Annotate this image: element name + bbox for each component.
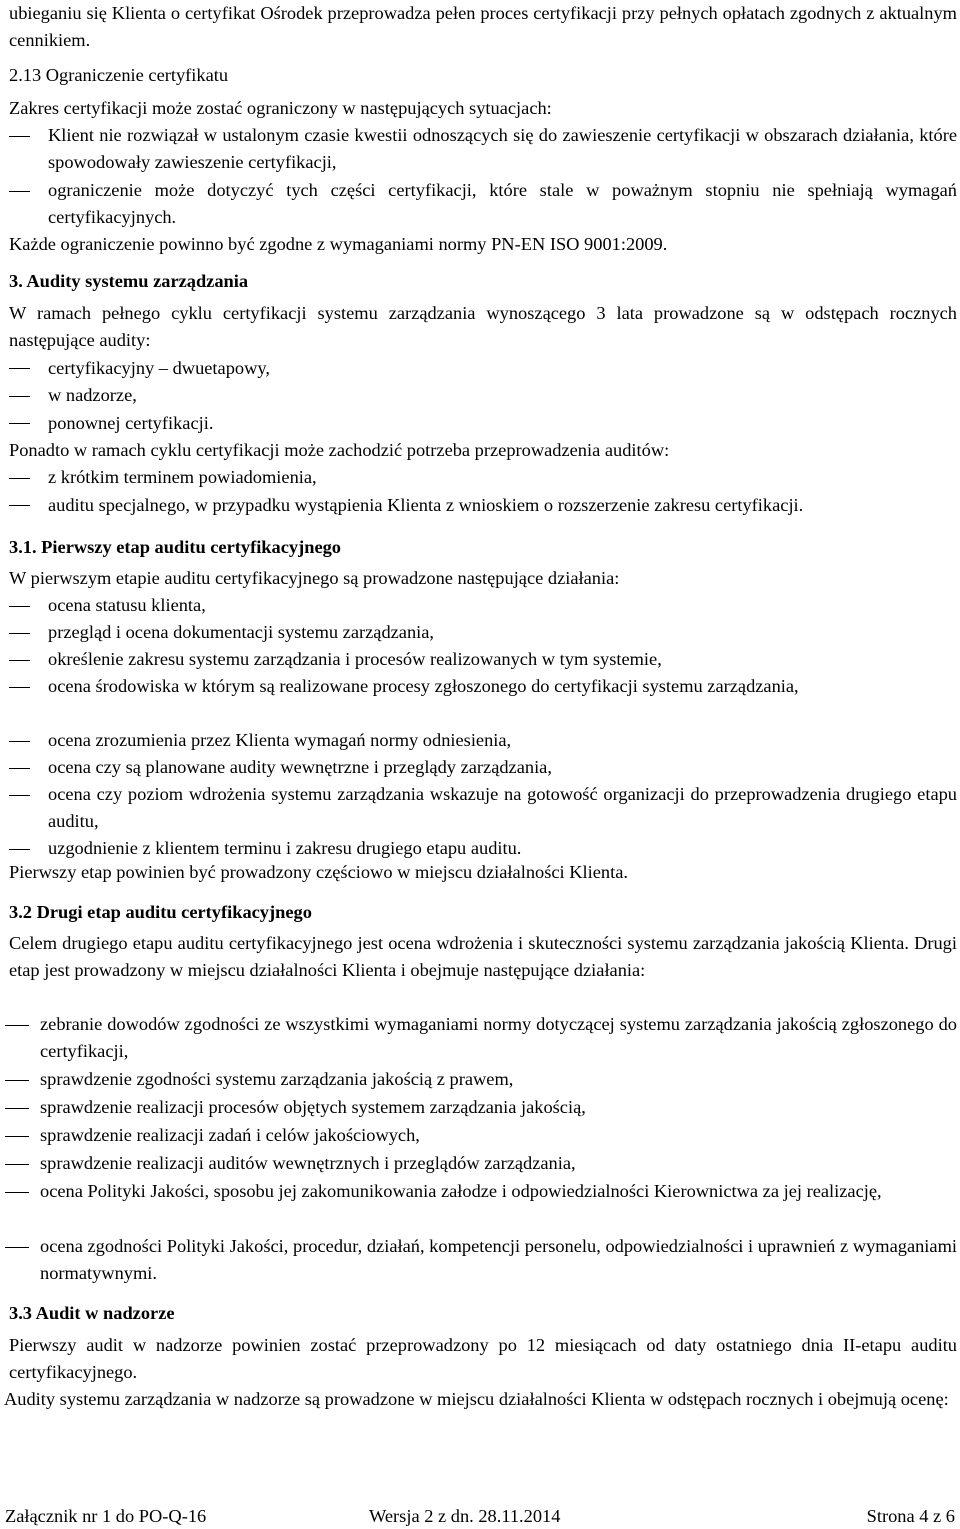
section-3-1-closing: Pierwszy etap powinien być prowadzony częściowo w miejscu działalności Klienta.	[9, 862, 628, 882]
bullet-dash	[5, 1108, 29, 1109]
bullet-dash	[9, 741, 30, 742]
bullet-dash	[9, 423, 30, 424]
footer-attachment: Załącznik nr 1 do PO-Q-16	[5, 1506, 207, 1526]
section-3-3-paragraph-1: Pierwszy audit w nadzorze powinien zostać przeprowadzony po 12 miesiącach od daty ostatniego dnia II-etapu auditu certyfikacyjnego.	[9, 1335, 957, 1383]
section-2-13-closing: Każde ograniczenie powinno być zgodne z wymaganiami normy PN-EN ISO 9001:2009.	[9, 234, 668, 254]
list-item: auditu specjalnego, w przypadku wystąpienia Klienta z wnioskiem o rozszerzenie zakresu certyfikacji.	[48, 495, 804, 515]
list-item: ocena Polityki Jakości, sposobu jej zakomunikowania załodze i odpowiedzialności Kierownictwa za jej realizację,	[40, 1181, 882, 1201]
section-3-3-paragraph-2: Audity systemu zarządzania w nadzorze są prowadzone w miejscu działalności Klienta w odstępach rocznych i obejmują ocenę:	[4, 1389, 949, 1409]
bullet-dash	[9, 795, 30, 796]
bullet-dash	[9, 849, 30, 850]
list-item: sprawdzenie realizacji auditów wewnętrznych i przeglądów zarządzania,	[40, 1153, 576, 1173]
list-item: ograniczenie może dotyczyć tych części certyfikacji, które stale w poważnym stopniu nie spełniają wymagań certyfikacyjnych.	[48, 180, 957, 228]
section-3-2-heading: 3.2 Drugi etap auditu certyfikacyjnego	[9, 902, 312, 922]
bullet-dash	[5, 1025, 29, 1026]
list-item: w nadzorze,	[48, 385, 137, 405]
section-2-13-heading: 2.13 Ograniczenie certyfikatu	[9, 65, 229, 85]
list-item: uzgodnienie z klientem terminu i zakresu drugiego etapu auditu.	[48, 838, 522, 858]
bullet-dash	[9, 368, 30, 369]
list-item: ponownej certyfikacji.	[48, 413, 214, 433]
bullet-dash	[9, 660, 30, 661]
bullet-dash	[5, 1136, 29, 1137]
bullet-dash	[9, 768, 30, 769]
bullet-dash	[5, 1080, 29, 1081]
footer-page-number: Strona 4 z 6	[866, 1506, 955, 1526]
section-3-3-heading: 3.3 Audit w nadzorze	[9, 1303, 175, 1323]
bullet-dash	[9, 136, 30, 137]
section-3-2-lead: Celem drugiego etapu auditu certyfikacyjnego jest ocena wdrożenia i skuteczności systemu zarządzania jakością Klienta. Drugi etap jest prowadzony w miejscu działalności Klienta i obejmuje następujące działania:	[9, 933, 957, 981]
list-item: ocena czy poziom wdrożenia systemu zarządzania wskazuje na gotowość organizacji do przeprowadzenia drugiego etapu auditu,	[48, 784, 957, 832]
list-item: przegląd i ocena dokumentacji systemu zarządzania,	[48, 622, 435, 642]
bullet-dash	[9, 633, 30, 634]
list-item: sprawdzenie zgodności systemu zarządzania jakością z prawem,	[40, 1069, 514, 1089]
bullet-dash	[9, 505, 30, 506]
bullet-dash	[5, 1247, 29, 1248]
list-item: certyfikacyjny – dwuetapowy,	[48, 358, 270, 378]
bullet-dash	[9, 191, 30, 192]
bullet-dash	[9, 396, 30, 397]
list-item: ocena czy są planowane audity wewnętrzne i przeglądy zarządzania,	[48, 757, 552, 777]
section-2-13-lead: Zakres certyfikacji może zostać ograniczony w następujących sytuacjach:	[9, 98, 552, 118]
list-item: ocena zrozumienia przez Klienta wymagań normy odniesienia,	[48, 730, 512, 750]
list-item: z krótkim terminem powiadomienia,	[48, 467, 317, 487]
list-item: sprawdzenie realizacji zadań i celów jakościowych,	[40, 1125, 420, 1145]
list-item: ocena zgodności Polityki Jakości, procedur, działań, kompetencji personelu, odpowiedzialności i uprawnień z wymaganiami normatywnymi.	[40, 1236, 957, 1284]
list-item: ocena środowiska w którym są realizowane procesy zgłoszonego do certyfikacji systemu zarządzania,	[48, 676, 799, 696]
list-item: ocena statusu klienta,	[48, 595, 206, 615]
section-3-lead2: Ponadto w ramach cyklu certyfikacji może zachodzić potrzeba przeprowadzenia auditów:	[9, 440, 670, 460]
section-3-1-heading: 3.1. Pierwszy etap auditu certyfikacyjnego	[9, 537, 341, 557]
intro-paragraph: ubieganiu się Klienta o certyfikat Ośrodek przeprowadza pełen proces certyfikacji przy pełnych opłatach zgodnych z aktualnym cennikiem.	[9, 3, 957, 51]
list-item: zebranie dowodów zgodności ze wszystkimi wymaganiami normy dotyczącej systemu zarządzania jakością zgłoszonego do certyfikacji,	[40, 1014, 957, 1062]
bullet-dash	[9, 478, 30, 479]
bullet-dash	[9, 606, 30, 607]
list-item: sprawdzenie realizacji procesów objętych systemem zarządzania jakością,	[40, 1097, 586, 1117]
footer-version: Wersja 2 z dn. 28.11.2014	[369, 1506, 561, 1526]
section-3-lead: W ramach pełnego cyklu certyfikacji systemu zarządzania wynoszącego 3 lata prowadzone są w odstępach rocznych następujące audity:	[9, 303, 957, 351]
section-3-heading: 3. Audity systemu zarządzania	[9, 271, 249, 291]
list-item: określenie zakresu systemu zarządzania i procesów realizowanych w tym systemie,	[48, 649, 662, 669]
list-item: Klient nie rozwiązał w ustalonym czasie kwestii odnoszących się do zawieszenie certyfikacji w obszarach działania, które spowodowały zawieszenie certyfikacji,	[48, 125, 957, 173]
bullet-dash	[5, 1192, 29, 1193]
bullet-dash	[5, 1164, 29, 1165]
section-3-1-lead: W pierwszym etapie auditu certyfikacyjnego są prowadzone następujące działania:	[9, 568, 620, 588]
bullet-dash	[9, 687, 30, 688]
